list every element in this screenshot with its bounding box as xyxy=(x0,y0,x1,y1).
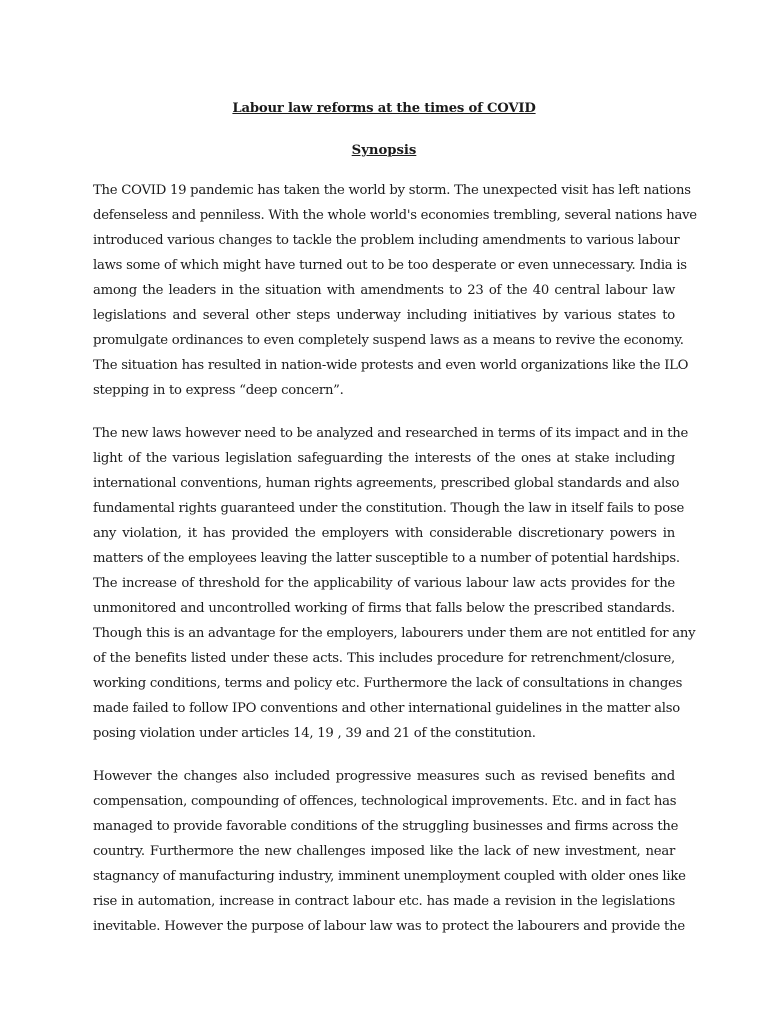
paragraph-line: Though this is an advantage for the employers, labourers under them are not entitled for any xyxy=(93,626,696,641)
paragraph-line: unmonitored and uncontrolled working of firms that falls below the prescribed standards. xyxy=(93,601,675,616)
paragraph-line: light of the various legislation safeguarding the interests of the ones at stake including xyxy=(93,451,675,466)
paragraph-line: managed to provide favorable conditions of the struggling businesses and firms across the xyxy=(93,819,679,834)
paragraph xyxy=(93,421,696,746)
synopsis-heading: Synopsis xyxy=(351,143,417,158)
paragraph-line: of the benefits listed under these acts. This includes procedure for retrenchment/closure, xyxy=(93,651,675,666)
paragraph-line: defenseless and penniless. With the whole world's economies trembling, several nations have xyxy=(93,208,697,223)
paragraph-line: international conventions, human rights agreements, prescribed global standards and also xyxy=(93,476,680,491)
paragraph-line: among the leaders in the situation with amendments to 23 of the 40 central labour law xyxy=(93,283,675,298)
paragraph-line: any violation, it has provided the employers with considerable discretionary powers in xyxy=(93,526,675,541)
paragraph-line: country. Furthermore the new challenges imposed like the lack of new investment, near xyxy=(93,844,675,859)
paragraph-line: The increase of threshold for the applicability of various labour law acts provides for the xyxy=(93,576,675,591)
paragraph-line: introduced various changes to tackle the problem including amendments to various labour xyxy=(93,233,680,248)
paragraph-line: compensation, compounding of offences, technological improvements. Etc. and in fact has xyxy=(93,794,677,809)
paragraph-line: posing violation under articles 14, 19 , 39 and 21 of the constitution. xyxy=(93,726,536,741)
paragraph-line: stepping in to express “deep concern”. xyxy=(93,383,344,398)
paragraph-line: legislations and several other steps underway including initiatives by various states to xyxy=(93,308,675,323)
paragraph-line: matters of the employees leaving the latter susceptible to a number of potential hardships. xyxy=(93,551,680,566)
paragraph-line: made failed to follow IPO conventions and other international guidelines in the matter also xyxy=(93,701,680,716)
paragraph-line: working conditions, terms and policy etc. Furthermore the lack of consultations in changes xyxy=(93,676,683,691)
paragraph-line: The situation has resulted in nation-wide protests and even world organizations like the ILO xyxy=(93,358,689,373)
paragraph-line: The COVID 19 pandemic has taken the world by storm. The unexpected visit has left nations xyxy=(93,183,691,198)
paragraph-line: inevitable. However the purpose of labour law was to protect the labourers and provide the xyxy=(93,919,685,934)
paragraph-line: stagnancy of manufacturing industry, imminent unemployment coupled with older ones like xyxy=(93,869,686,884)
paragraph-line: promulgate ordinances to even completely suspend laws as a means to revive the economy. xyxy=(93,333,684,348)
paragraph xyxy=(93,178,697,403)
paragraph xyxy=(93,764,686,939)
paragraph-line: The new laws however need to be analyzed and researched in terms of its impact and in the xyxy=(93,426,689,441)
paragraph-line: fundamental rights guaranteed under the constitution. Though the law in itself fails to pose xyxy=(93,501,685,516)
paragraph-line: rise in automation, increase in contract labour etc. has made a revision in the legislations xyxy=(93,894,675,909)
document-title: Labour law reforms at the times of COVID xyxy=(232,101,536,116)
document-body xyxy=(93,178,697,957)
paragraph-line: laws some of which might have turned out to be too desperate or even unnecessary. India is xyxy=(93,258,687,273)
paragraph-line: However the changes also included progressive measures such as revised benefits and xyxy=(93,769,675,784)
